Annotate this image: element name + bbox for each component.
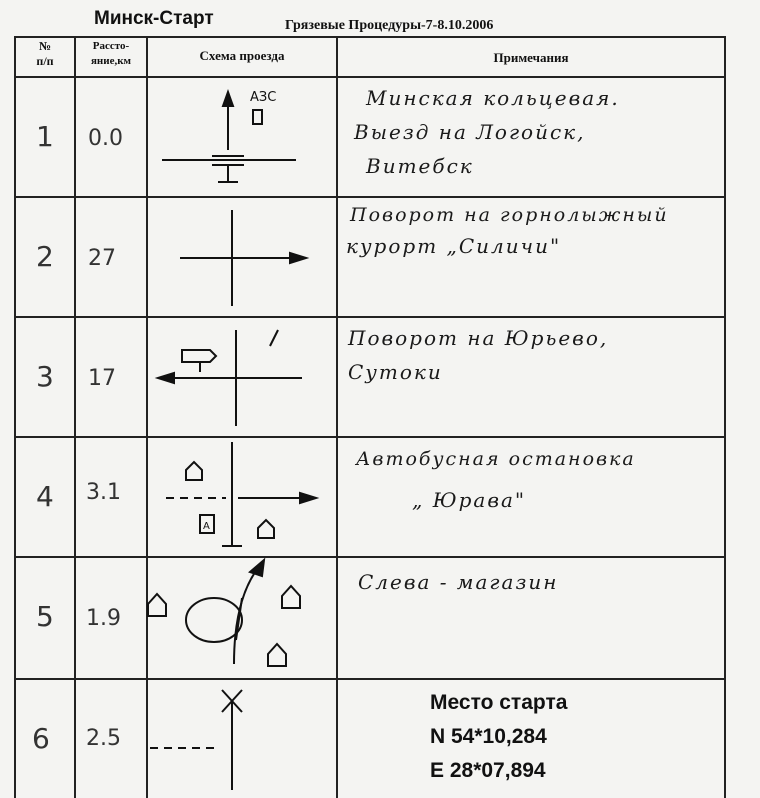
row-number: 2 <box>36 240 54 273</box>
header-num: № п/п <box>36 39 54 68</box>
row-distance: 27 <box>88 246 116 271</box>
column-divider <box>146 36 148 798</box>
row-note: Витебск <box>366 154 474 178</box>
header-scheme: Схема проезда <box>199 48 285 63</box>
row-note: Поворот на горнолыжный <box>350 204 669 226</box>
column-divider <box>336 36 338 798</box>
start-block <box>430 686 567 788</box>
row-number: 5 <box>36 600 54 633</box>
row-divider <box>14 76 726 78</box>
page-title: Минск-Старт <box>94 8 214 29</box>
row-divider <box>14 678 726 680</box>
row-note: Поворот на Юрьево, <box>348 326 609 350</box>
row-divider <box>14 436 726 438</box>
row-divider <box>14 316 726 318</box>
table-border-left <box>14 36 16 798</box>
row-note: Выезд на Логойск, <box>354 120 586 144</box>
row-number: 3 <box>36 360 54 393</box>
row-distance: 1.9 <box>86 606 121 631</box>
row-number: 6 <box>32 722 50 755</box>
row-divider <box>14 556 726 558</box>
row-note: Автобусная остановка <box>356 448 636 470</box>
row-note: Сутоки <box>348 360 443 384</box>
row-note: „ Юрава" <box>412 488 527 512</box>
row-note: Минская кольцевая. <box>366 86 620 110</box>
row-divider <box>14 196 726 198</box>
row-number: 1 <box>36 120 54 153</box>
row-distance: 3.1 <box>86 480 121 505</box>
row-distance: 17 <box>88 366 116 391</box>
row-distance: 0.0 <box>88 126 123 151</box>
header-notes: Примечания <box>493 50 569 65</box>
header-distance: Рассто- яние,км <box>90 40 132 67</box>
page-subtitle: Грязевые Процедуры-7-8.10.2006 <box>285 18 494 33</box>
start-longitude: E 28*07,894 <box>430 759 546 782</box>
row-note: Слева - магазин <box>358 570 559 594</box>
row-note: курорт „Силичи" <box>346 234 562 258</box>
row-distance: 2.5 <box>86 726 121 751</box>
row-number: 4 <box>36 480 54 513</box>
bus-stop-label: А <box>203 521 210 532</box>
route-table <box>14 36 726 798</box>
column-divider <box>74 36 76 798</box>
start-label: Место старта <box>430 691 568 714</box>
fuel-station-label: АЗС <box>250 90 277 105</box>
table-border-right <box>724 36 726 798</box>
start-latitude: N 54*10,284 <box>430 725 547 748</box>
table-border-top <box>14 36 726 38</box>
